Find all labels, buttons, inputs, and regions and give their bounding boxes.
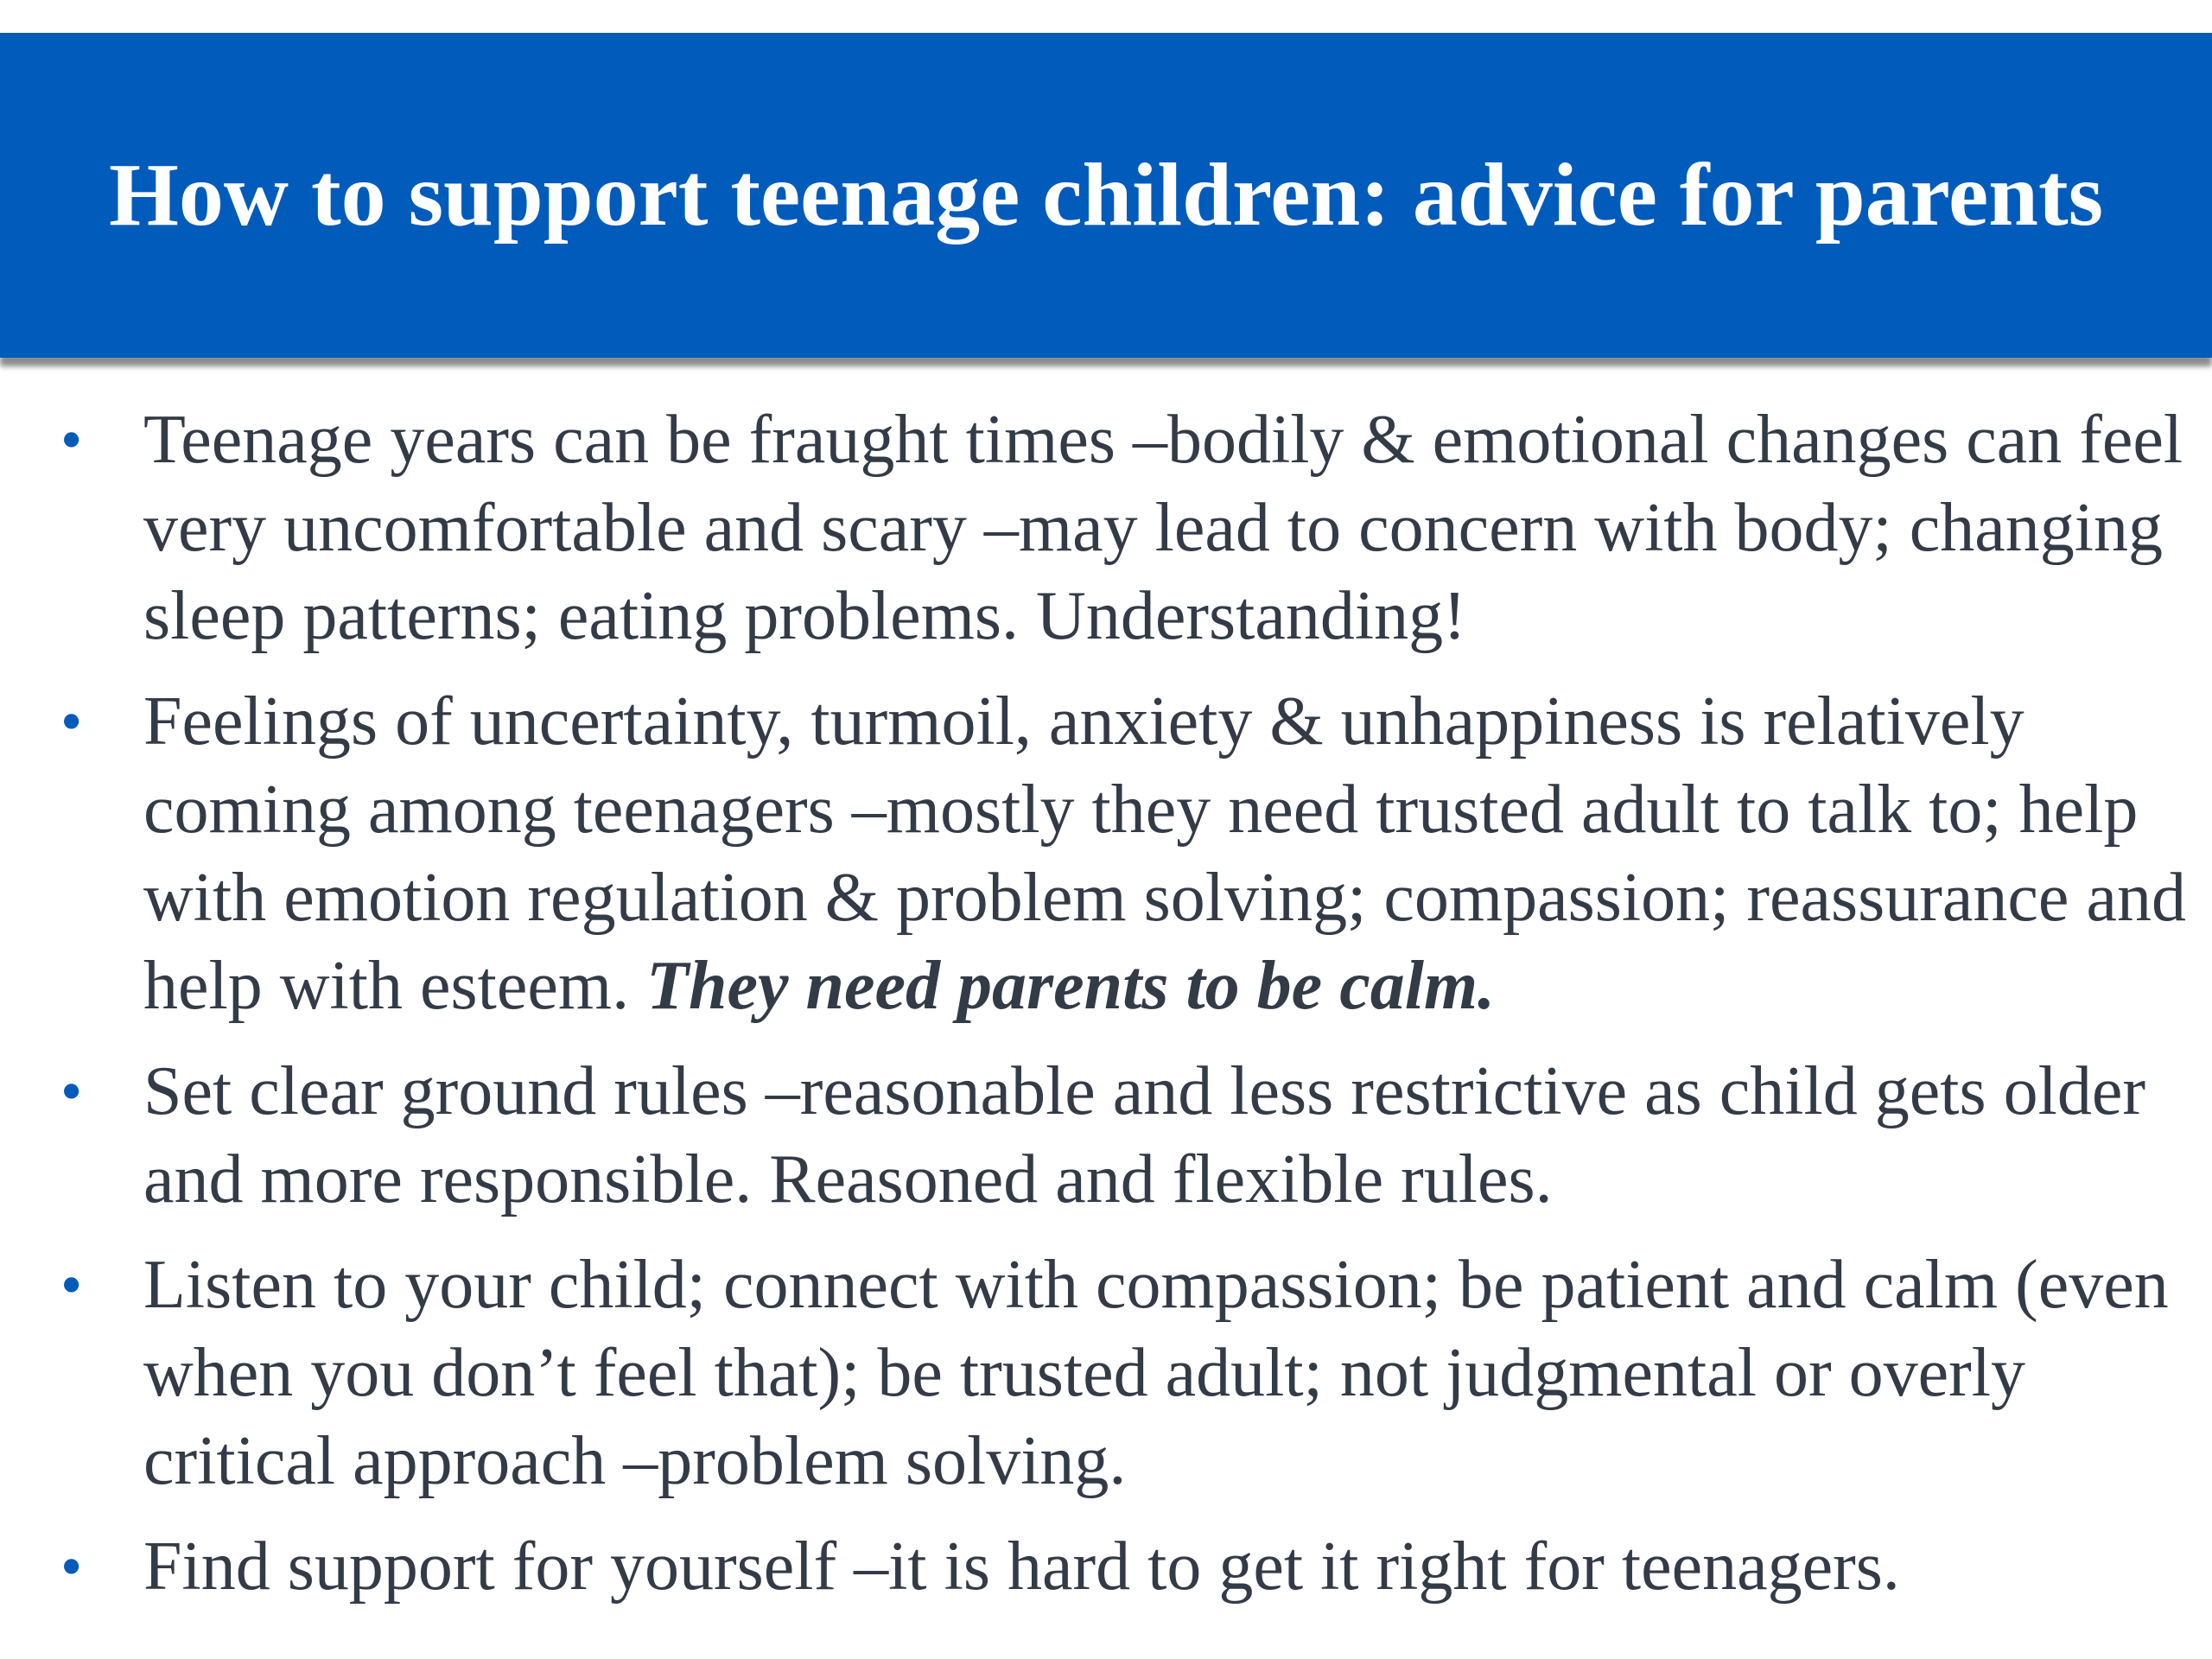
bullet-text: Listen to your child; connect with compassion; be patient and calm (even when you don’t feel that); be trusted adult; not judgmental or overly critical approach –problem solving. [143, 1247, 2169, 1499]
bullet-dot-icon: • [60, 687, 83, 756]
bullet-item [0, 1047, 2212, 1224]
bullet-text: Feelings of uncertainty, turmoil, anxiety & unhappiness is relatively coming among teenagers –mostly they need trusted adult to talk to; help with emotion regulation & problem solving; compassion; reassurance and help with esteem. [143, 683, 2186, 1024]
bullet-item [0, 1241, 2212, 1505]
title-bar [0, 33, 2212, 358]
bullet-list [0, 396, 2212, 1628]
bullet-emphasis: They need parents to be calm. [646, 948, 1496, 1024]
bullet-dot-icon: • [60, 1532, 83, 1601]
bullet-dot-icon: • [60, 1250, 83, 1319]
bullet-dot-icon: • [60, 1057, 83, 1126]
bullet-item [0, 1522, 2212, 1611]
slide-title: How to support teenage children: advice for parents [108, 145, 2104, 245]
bullet-text: Set clear ground rules –reasonable and less restrictive as child gets older and more responsible. Reasoned and flexible rules. [143, 1053, 2145, 1217]
bullet-item [0, 396, 2212, 660]
bullet-dot-icon: • [60, 405, 83, 474]
bullet-item [0, 677, 2212, 1030]
bullet-text: Find support for yourself –it is hard to get it right for teenagers. [143, 1529, 1900, 1605]
bullet-text: Teenage years can be fraught times –bodily & emotional changes can feel very uncomfortable and scary –may lead to concern with body; changing sleep patterns; eating problems. Understanding! [143, 402, 2183, 654]
